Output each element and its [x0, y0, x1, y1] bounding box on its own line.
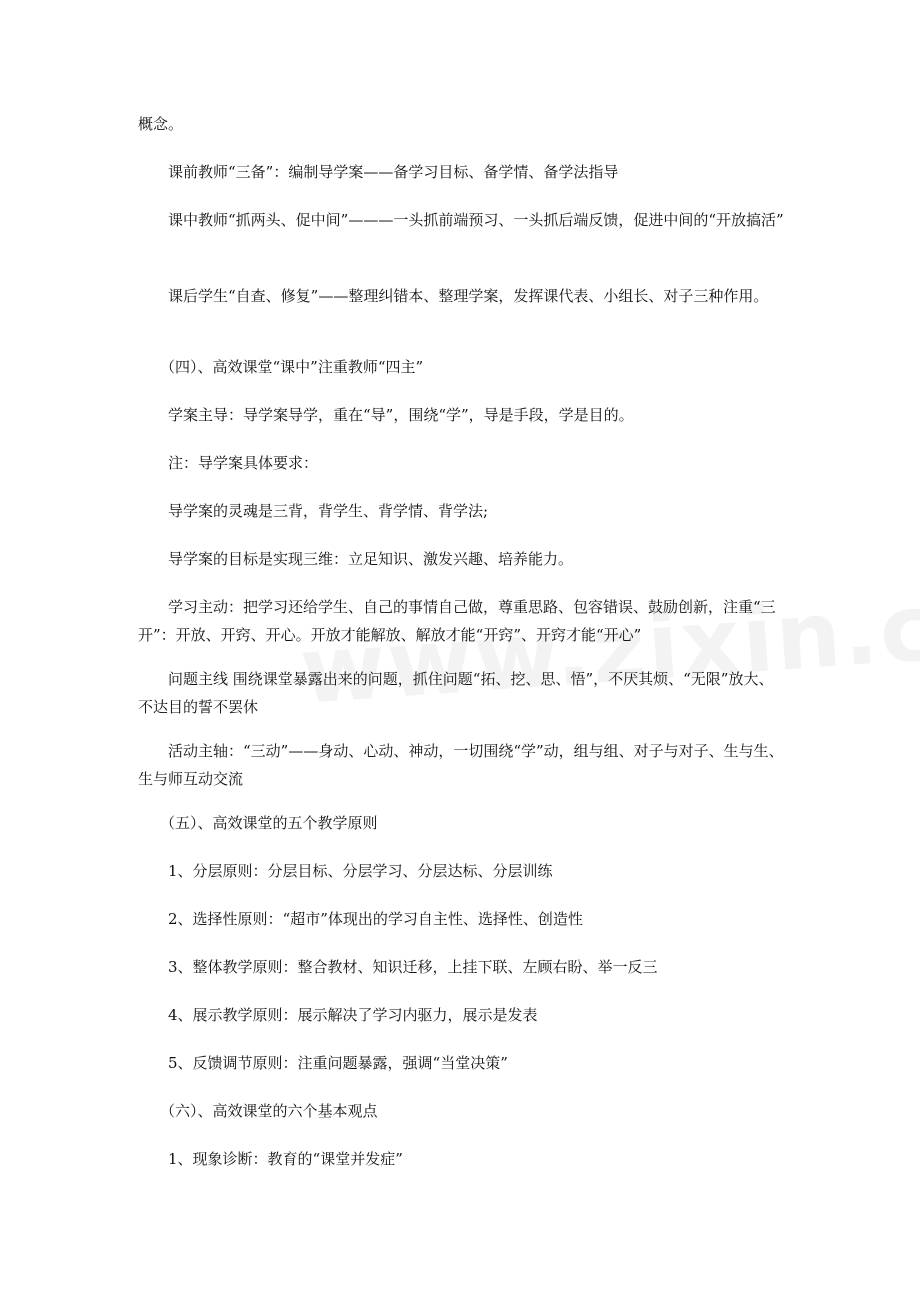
section-heading-4: （四）、高效课堂“课中”注重教师“四主”	[160, 358, 424, 376]
principle-4: 4、展示教学原则：展示解决了学习内驱力，展示是发表	[168, 1006, 538, 1024]
principle-1: 1、分层原则：分层目标、分层学习、分层达标、分层训练	[168, 862, 553, 880]
paragraph-problem-mainline: 问题主线 围绕课堂暴露出来的问题，抓住问题“拓、挖、思、悟”，不厌其烦、“无限”放大、不达目的誓不罢休	[138, 670, 774, 716]
paragraph-after-class: 课后学生“自查、修复”——整理纠错本、整理学案，发挥课代表、小组长、对子三种作用。	[168, 287, 769, 305]
principle-5: 5、反馈调节原则：注重问题暴露，强调“当堂决策”	[168, 1054, 508, 1072]
paragraph-guide-lead: 学案主导：导学案导学，重在“导”，围绕“学”，导是手段，学是目的。	[168, 406, 634, 424]
paragraph-in-class: 课中教师“抓两头、促中间”———一头抓前端预习、一头抓后端反馈，促进中间的“开放搞活”	[168, 211, 784, 229]
paragraph-guide-soul: 导学案的灵魂是三背，背学生、背学情、背学法;	[168, 502, 489, 520]
section-heading-5: （五）、高效课堂的五个教学原则	[160, 814, 378, 832]
paragraph-note: 注：导学案具体要求：	[168, 454, 319, 472]
paragraph-intro-end: 概念。	[138, 115, 184, 133]
principle-3: 3、整体教学原则：整合教材、知识迁移，上挂下联、左顾右盼、举一反三	[168, 958, 658, 976]
viewpoint-1: 1、现象诊断：教育的“课堂并发症”	[168, 1150, 403, 1168]
section-heading-6: （六）、高效课堂的六个基本观点	[160, 1102, 378, 1120]
paragraph-pre-class: 课前教师“三备”：编制导学案——备学习目标、备学情、备学法指导	[168, 163, 619, 181]
paragraph-learning-initiative: 学习主动：把学习还给学生、自己的事情自己做，尊重思路、包容错误、鼓励创新，注重“三开”：开放、开窍、开心。开放才能解放、解放才能“开窍”、开窍才能“开心”	[138, 598, 776, 644]
paragraph-activity-axis: 活动主轴：“三动”——身动、心动、神动，一切围绕“学”动，组与组、对子与对子、生与生、生与师互动交流	[138, 742, 784, 788]
paragraph-guide-goal: 导学案的目标是实现三维：立足知识、激发兴趣、培养能力。	[168, 550, 574, 568]
principle-2: 2、选择性原则：“超市”体现出的学习自主性、选择性、创造性	[168, 910, 583, 928]
